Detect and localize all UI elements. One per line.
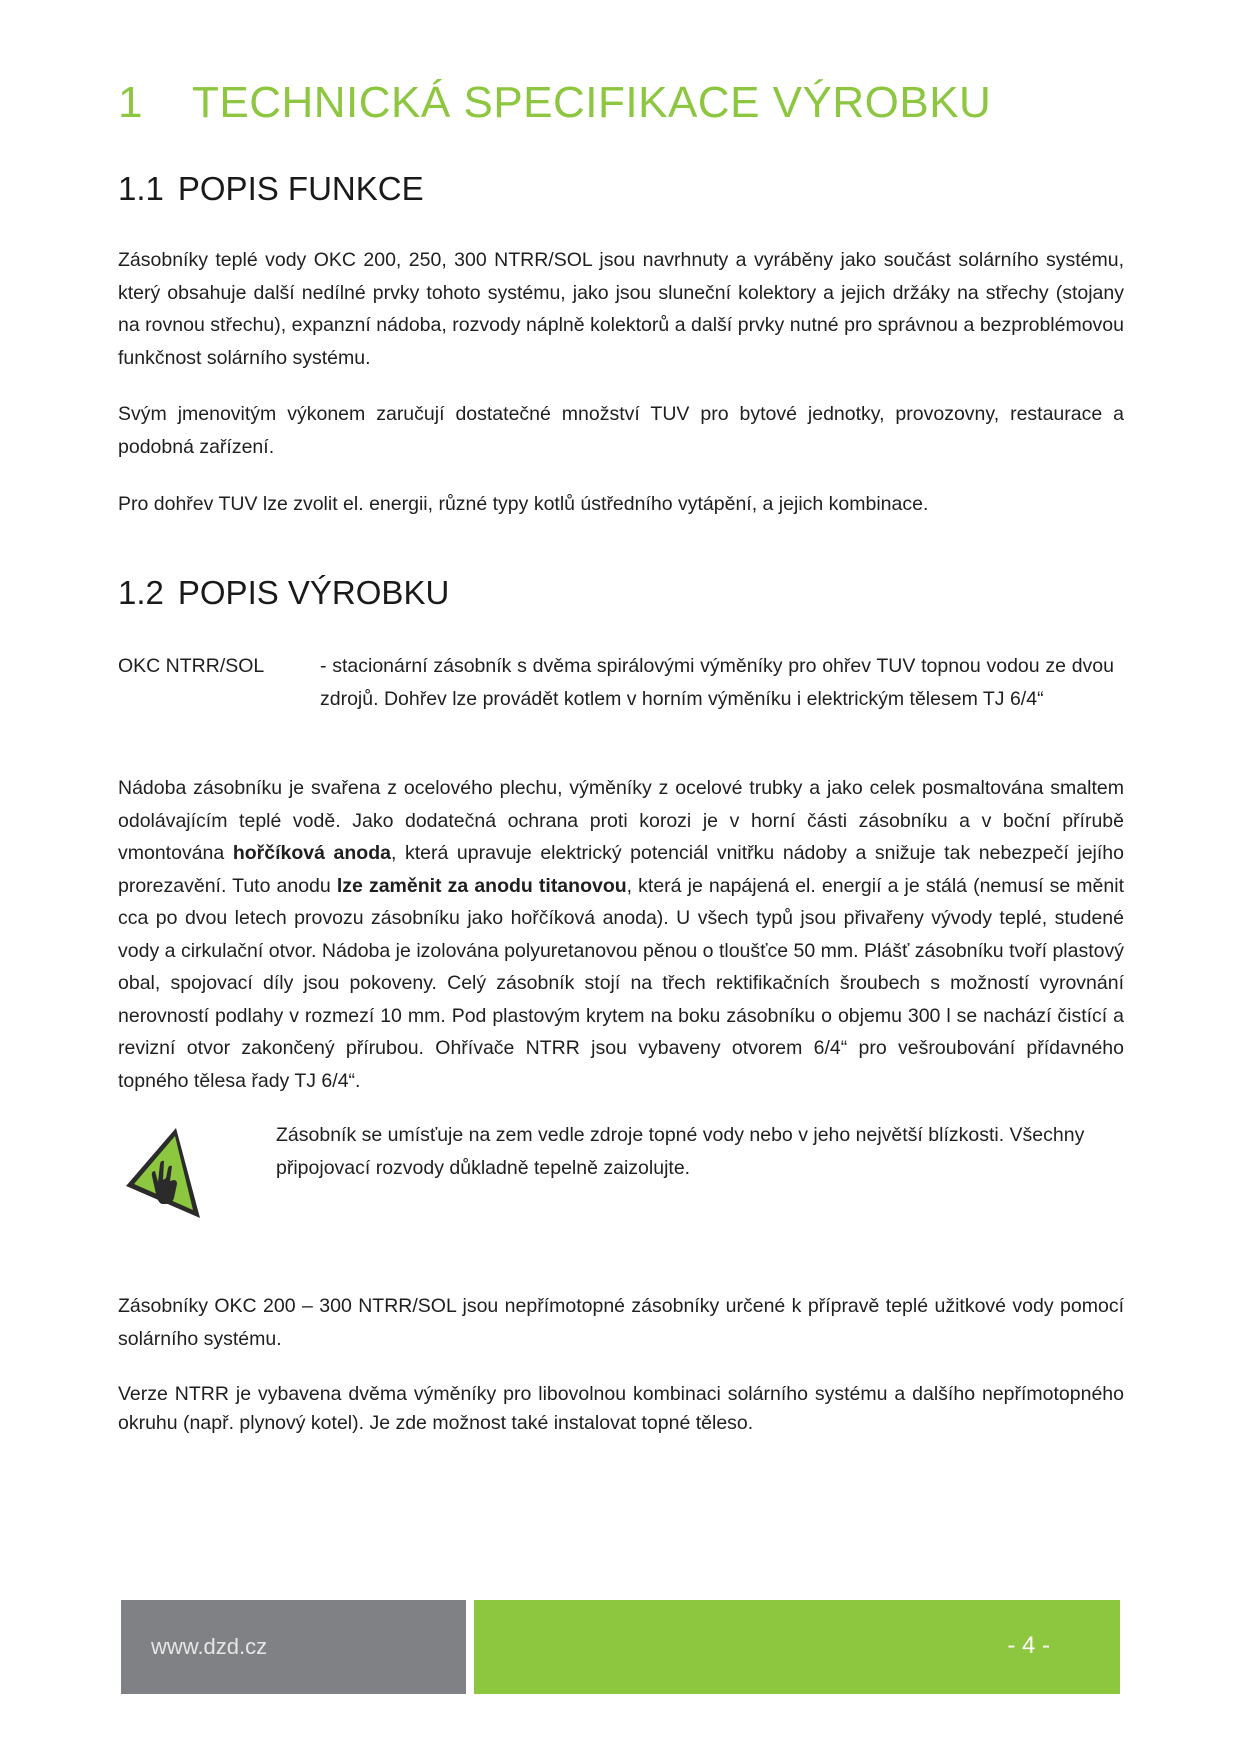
paragraph-function-2: Svým jmenovitým výkonem zaručují dostatečné množství TUV pro bytové jednotky, provozovny, restaurace a podobná zařízení. (118, 403, 1124, 458)
chapter-number: 1 (118, 78, 143, 127)
footer-page-block (474, 1600, 1120, 1694)
text-run: , která upravuje elektrický potenciál vnitřku nádoby a snižuje tak nebezpečí jejího prorezavění. Tuto anodu (118, 842, 1124, 897)
hand-warning-icon (122, 1124, 204, 1224)
section-heading-function (118, 170, 424, 208)
definition-description: - stacionární zásobník s dvěma spirálovými výměníky pro ohřev TUV topnou vodou ze dvou zdrojů. Dohřev lze provádět kotlem v horním výměníku i elektrickým tělesem TJ 6/4“ (320, 655, 1114, 710)
section-title: POPIS FUNKCE (177, 170, 424, 207)
chapter-heading (118, 78, 991, 128)
paragraph-function-3: Pro dohřev TUV lze zvolit el. energii, různé typy kotlů ústředního vytápění, a jejich kombinace. (118, 493, 929, 515)
chapter-title: TECHNICKÁ SPECIFIKACE VÝROBKU (192, 78, 992, 127)
bold-magnesium-anode: hořčíková anoda (232, 842, 391, 864)
paragraph-closing-2: Verze NTRR je vybavena dvěma výměníky pro libovolnou kombinaci solárního systému a dalšího nepřímotopného okruhu (např. plynový kotel). Je zde možnost také instalovat topné těleso. (118, 1383, 1124, 1434)
definition-term: OKC NTRR/SOL (118, 655, 265, 677)
section-title: POPIS VÝROBKU (177, 574, 450, 611)
text-run: Nádoba zásobníku je svařena z ocelového plechu, výměníky z ocelové trubky a jako celek posmaltována smaltem odolávajícím teplé vodě. Jako dodatečná ochrana proti korozi je v horní části zásobníku a v boční přírubě vmontována (118, 777, 1124, 864)
section-number: 1.1 (118, 170, 164, 207)
text-run: , která je napájená el. energií a je stálá (nemusí se měnit cca po dvou letech provozu zásobníku jako hořčíková anoda). U všech typů jsou přivařeny vývody teplé, studené vody a cirkulační otvor. Nádoba je izolována polyuretanovou pěnou o tloušťce 50 mm. Plášť zásobníku tvoří plastový obal, spojovací díly jsou pokoveny. Celý zásobník stojí na třech rektifikačních šroubech s možností vyrovnání nerovností podlahy v rozmezí 10 mm. Pod plastovým krytem na boku zásobníku o objemu 300 l se nachází čistící a revizní otvor zakončený přírubou. Ohřívače NTRR jsou vybaveny otvorem 6/4“ pro vešroubování přídavného topného tělesa řady TJ 6/4“. (118, 874, 1124, 1092)
paragraph-function-1: Zásobníky teplé vody OKC 200, 250, 300 NTRR/SOL jsou navrhnuty a vyráběny jako součást solárního systému, který obsahuje další nedílné prvky tohoto systému, jako jsou sluneční kolektory a jejich držáky na střechy (stojany na rovnou střechu), expanzní nádoba, rozvody náplně kolektorů a další prvky nutné pro správnou a bezproblémovou funkčnost solárního systému. (118, 249, 1124, 369)
paragraph-closing-1: Zásobníky OKC 200 – 300 NTRR/SOL jsou nepřímotopné zásobníky určené k přípravě teplé užitkové vody pomocí solárního systému. (118, 1295, 1124, 1350)
installation-note: Zásobník se umísťuje na zem vedle zdroje topné vody nebo v jeho největší blízkosti. Všechny připojovací rozvody důkladně tepelně zaizolujte. (276, 1124, 1085, 1179)
page-number: - 4 - (1007, 1632, 1050, 1659)
paragraph-product-description (118, 772, 1124, 1097)
section-heading-product (118, 574, 449, 612)
bold-titanium-anode: lze zaměnit za anodu titanovou (336, 874, 627, 897)
section-number: 1.2 (118, 574, 164, 611)
footer-url: www.dzd.cz (151, 1634, 268, 1659)
footer-url-block (121, 1600, 466, 1694)
